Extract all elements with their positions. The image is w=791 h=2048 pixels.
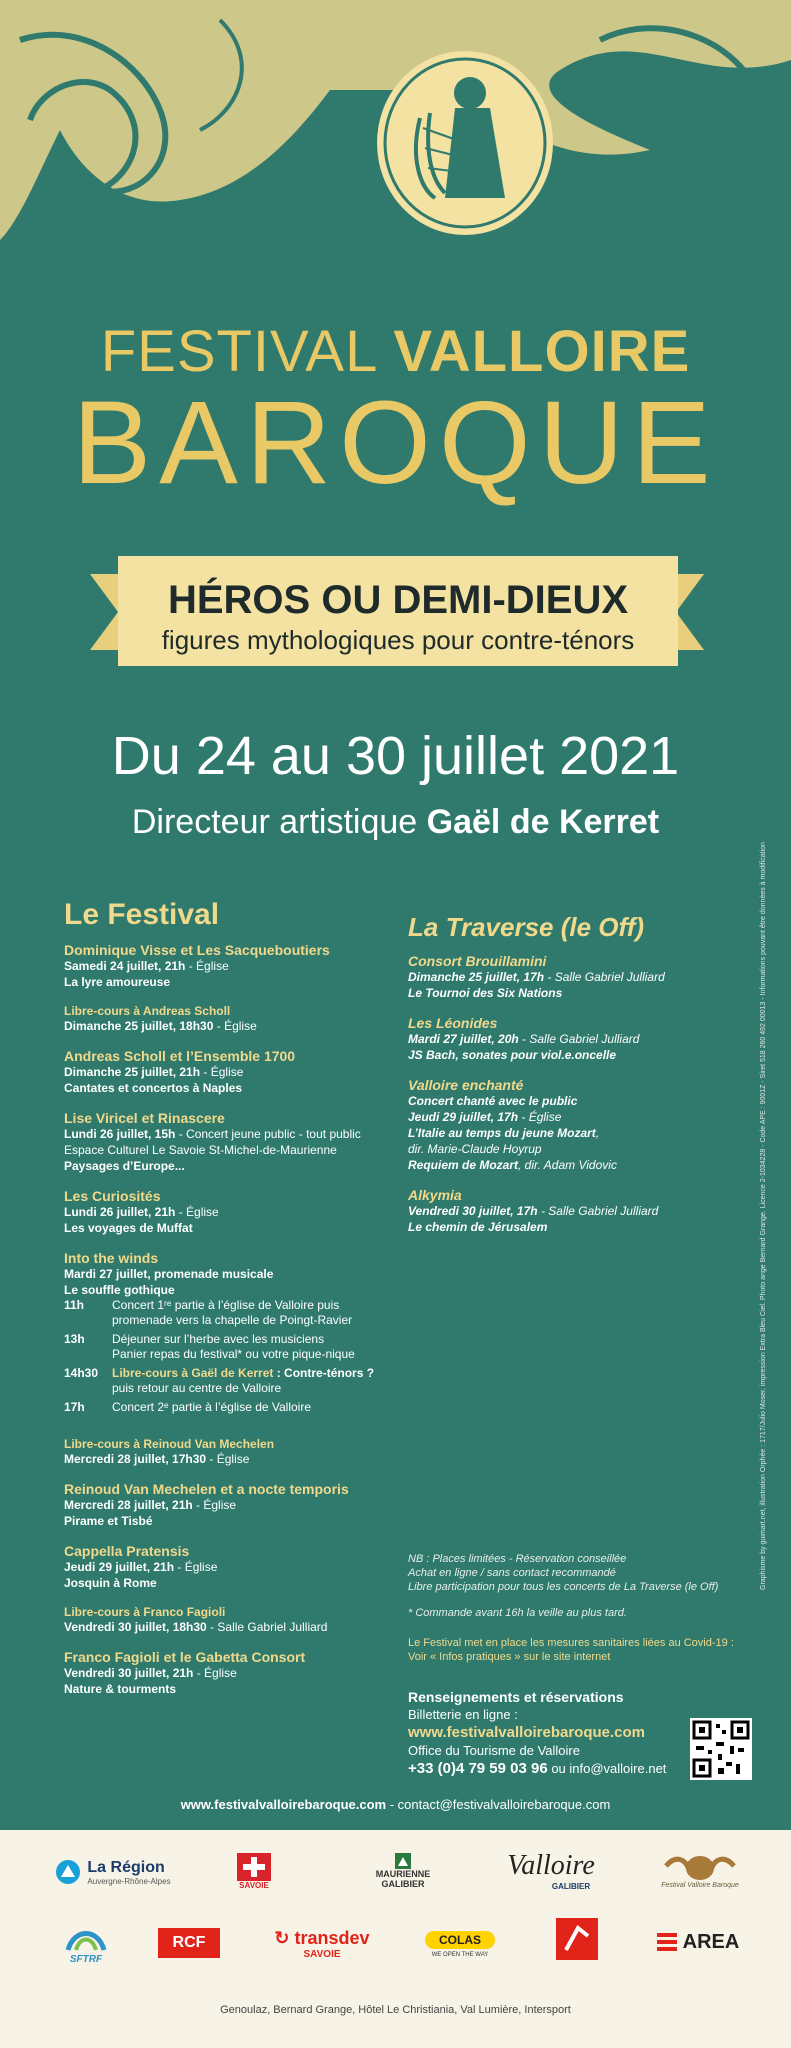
sftrf-icon (64, 1924, 108, 1954)
phone-number[interactable]: +33 (0)4 79 59 03 96 (408, 1760, 548, 1777)
festival-column (64, 898, 404, 1711)
region-logo: La Région Auvergne-Rhône-Alpes (48, 1852, 178, 1892)
practical-notes: NB : Places limitées - Réservation conseillée Achat en ligne / sans contact recommandé Libre participation pour tous les concerts de La Traverse (le Off) * Commande avant 16h la veille au plus tard. Le Festival met en place les mesures sanitaires liées au Covid-19 : Voir « Infos pratiques » sur le site internet (408, 1553, 734, 1663)
qr-code-icon[interactable] (690, 1718, 752, 1780)
event-cappella-pratensis: Cappella Pratensis Jeudi 29 juillet, 21h - Église Josquin à Rome (64, 1543, 218, 1590)
caisse-epargne-icon (556, 1918, 598, 1966)
cherub-icon (660, 1852, 740, 1882)
festival-section-title: Le Festival (64, 898, 220, 931)
festival-dates: Du 24 au 30 juillet 2021 (111, 726, 680, 786)
traverse-section-title: La Traverse (le Off) (408, 912, 645, 942)
credits-text: Graphisme by guimart.net, illustration Orphée : 1717/Julio Moser, impression Extra Bleu Ciel. Photo ange Bernard Grange. Licence 2-1034228 - Code APE : 9001Z - Siret 518 260 492 00013 - Informations pouvant être données à modification (760, 842, 767, 1590)
artistic-director: Directeur artistique Gaël de Kerret (131, 803, 660, 841)
event-curiosites: Les Curiosités Lundi 26 juillet, 21h - Église Les voyages de Muffat (64, 1188, 219, 1235)
event-valloire-enchante: Valloire enchanté Concert chanté avec le public Jeudi 29 juillet, 17h - Église L’Italie au temps du jeune Mozart, dir. Marie-Claude Hoyrup Requiem de Mozart, dir. Adam Vidovic (408, 1077, 617, 1172)
baroque-title: BAROQUE (72, 377, 719, 509)
area-icon (657, 1931, 679, 1953)
transdev-logo: ↻ transdev SAVOIE (274, 1928, 370, 1960)
event-alkymia: Alkymia Vendredi 30 juillet, 17h - Salle Gabriel Julliard Le chemin de Jérusalem (408, 1187, 659, 1234)
sftrf-logo: SFTRF (44, 1916, 128, 1972)
footer-url[interactable]: www.festivalvalloirebaroque.com (180, 1797, 387, 1812)
event-van-mechelen: Reinoud Van Mechelen et a nocte temporis Mercredi 28 juillet, 21h - Église Pirame et Tisbé (64, 1481, 349, 1528)
orpheus-medallion-icon (375, 48, 555, 238)
footer-contact: www.festivalvalloirebaroque.com - contact@festivalvalloirebaroque.com (180, 1797, 611, 1812)
colas-logo: COLAS WE OPEN THE WAY (410, 1922, 510, 1966)
theme-banner (118, 556, 678, 666)
rcf-logo: RCF (158, 1928, 220, 1958)
event-van-mechelen-masterclass: Libre-cours à Reinoud Van Mechelen Mercredi 28 juillet, 17h30 - Église (64, 1437, 275, 1466)
event-scholl-ensemble: Andreas Scholl et l’Ensemble 1700 Dimanche 25 juillet, 21h - Église Cantates et concertos à Naples (64, 1048, 296, 1095)
area-logo: AREA (646, 1926, 750, 1958)
theme-subtitle: figures mythologiques pour contre-ténors (161, 625, 635, 655)
event-visse: Dominique Visse et Les Sacqueboutiers Samedi 24 juillet, 21h - Église La lyre amoureuse (64, 942, 330, 989)
maurienne-logo: MAURIENNE GALIBIER (348, 1846, 458, 1896)
festival-title: FESTIVAL VALLOIRE (100, 319, 691, 384)
event-leonides: Les Léonides Mardi 27 juillet, 20h - Salle Gabriel Julliard JS Bach, sonates pour viol.e.oncelle (408, 1015, 640, 1062)
booking-link[interactable]: www.festivalvalloirebaroque.com (408, 1724, 646, 1741)
banner-ribbon-left (90, 574, 118, 650)
booking-info: Renseignements et réservations Billetterie en ligne : www.festivalvalloirebaroque.com Office du Tourisme de Valloire +33 (0)4 79 59 03 96 ou info@valloire.net (408, 1688, 688, 1778)
theme-title: HÉROS OU DEMI-DIEUX (167, 578, 629, 622)
event-fagioli-masterclass: Libre-cours à Franco Fagioli Vendredi 30 juillet, 18h30 - Salle Gabriel Julliard (64, 1605, 328, 1634)
event-scholl-masterclass: Libre-cours à Andreas Scholl Dimanche 25 juillet, 18h30 - Église (64, 1004, 257, 1033)
event-fagioli: Franco Fagioli et le Gabetta Consort Vendredi 30 juillet, 21h - Église Nature & tourments (64, 1649, 306, 1696)
sponsors-list: Genoulaz, Bernard Grange, Hôtel Le Christiania, Val Lumière, Intersport (220, 2004, 571, 2016)
savoie-logo: SAVOIE (230, 1848, 278, 1894)
festival-seal-logo: Festival Valloire Baroque (645, 1844, 755, 1896)
event-into-the-winds: Into the winds Mardi 27 juillet, promenade musicale Le souffle gothique 11h Concert 1ʳᵉ partie à l’église de Valloire puis promenade vers la chapelle de Poingt-Ravier 13h Déjeuner sur l’herbe avec les musiciens Panier repas du festival* ou votre pique-nique 14h30 Libre-cours à Gaël de Kerret : Contre-ténors ? puis retour au centre de Valloire 17h Concert 2ᵉ partie à l’église de Valloire (64, 1250, 375, 1414)
savoie-cross-icon (237, 1853, 271, 1881)
traverse-column (408, 912, 738, 1249)
transdev-swirl-icon: ↻ (274, 1928, 290, 1948)
valloire-logo: Valloire GALIBIER (507, 1849, 595, 1891)
event-brouillamini: Consort Brouillamini Dimanche 25 juillet, 17h - Salle Gabriel Julliard Le Tournoi des Six Nations (408, 953, 665, 1000)
maurienne-icon (395, 1853, 411, 1869)
region-icon (55, 1859, 81, 1885)
event-viricel: Lise Viricel et Rinascere Lundi 26 juillet, 15h - Concert jeune public - tout public Espace Culturel Le Savoie St-Michel-de-Maurienne Paysages d’Europe... (64, 1110, 361, 1173)
banner-ribbon-right (676, 574, 704, 650)
